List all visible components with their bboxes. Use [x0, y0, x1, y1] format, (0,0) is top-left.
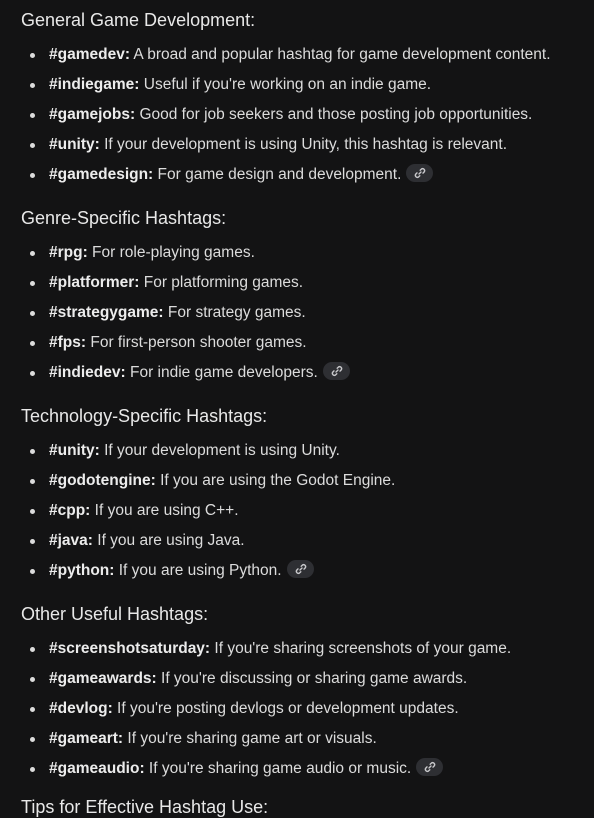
hashtag: #gamedev:	[49, 46, 130, 63]
section-genre-specific	[21, 207, 350, 388]
list-item	[21, 664, 511, 694]
link-icon	[414, 167, 426, 179]
hashtag: #fps:	[49, 334, 87, 351]
list-item	[21, 634, 511, 664]
source-link-chip[interactable]	[323, 362, 350, 380]
hashtag: #platformer:	[49, 274, 140, 291]
hashtag: #gameart:	[49, 730, 124, 747]
list-item	[21, 466, 395, 496]
hashtag: #python:	[49, 562, 115, 579]
source-link-chip[interactable]	[406, 164, 433, 182]
hashtag: #devlog:	[49, 700, 113, 717]
hashtag-description: If you are using the Godot Engine.	[155, 472, 396, 489]
section-heading: Other Useful Hashtags:	[21, 604, 209, 624]
hashtag-list	[21, 40, 551, 190]
link-icon	[331, 365, 343, 377]
hashtag: #strategygame:	[49, 304, 164, 321]
hashtag-description: Useful if you're working on an indie game.	[139, 76, 432, 93]
hashtag-description: Good for job seekers and those posting job opportunities.	[135, 106, 533, 123]
hashtag: #rpg:	[49, 244, 88, 261]
hashtag-list	[21, 634, 511, 784]
hashtag: #indiegame:	[49, 76, 140, 93]
list-item	[21, 724, 511, 754]
link-icon	[295, 563, 307, 575]
list-item	[21, 100, 551, 130]
hashtag-description: If your development is using Unity.	[99, 442, 340, 459]
hashtag-description: For platforming games.	[139, 274, 304, 291]
hashtag-description: For game design and development.	[153, 166, 402, 183]
section-heading: Technology-Specific Hashtags:	[21, 406, 268, 426]
hashtag-description: For indie game developers.	[125, 364, 318, 381]
hashtag-description: If your development is using Unity, this hashtag is relevant.	[99, 136, 508, 153]
hashtag-list	[21, 238, 350, 388]
hashtag-description: If you are using Python.	[114, 562, 282, 579]
hashtag-description: A broad and popular hashtag for game development content.	[129, 46, 551, 63]
section-heading: Tips for Effective Hashtag Use:	[21, 797, 269, 817]
list-item	[21, 496, 395, 526]
hashtag-description: For first-person shooter games.	[86, 334, 307, 351]
list-item	[21, 238, 350, 268]
hashtag-description: For strategy games.	[163, 304, 306, 321]
hashtag: #cpp:	[49, 502, 91, 519]
hashtag: #unity:	[49, 442, 100, 459]
list-item	[21, 40, 551, 70]
list-item	[21, 556, 395, 586]
list-item	[21, 130, 551, 160]
hashtag: #unity:	[49, 136, 100, 153]
list-item	[21, 526, 395, 556]
list-item	[21, 70, 551, 100]
section-general-game-development	[21, 9, 551, 190]
hashtag: #gamedesign:	[49, 166, 154, 183]
list-item	[21, 358, 350, 388]
list-item	[21, 268, 350, 298]
hashtag: #screenshotsaturday:	[49, 640, 211, 657]
hashtag-description: If you are using Java.	[92, 532, 245, 549]
source-link-chip[interactable]	[287, 560, 314, 578]
hashtag-description: If you're posting devlogs or development updates.	[112, 700, 459, 717]
list-item	[21, 754, 511, 784]
list-item	[21, 694, 511, 724]
hashtag: #gameawards:	[49, 670, 157, 687]
section-heading: Genre-Specific Hashtags:	[21, 208, 227, 228]
hashtag-description: If you are using C++.	[90, 502, 239, 519]
hashtag: #gamejobs:	[49, 106, 136, 123]
hashtag-description: For role-playing games.	[87, 244, 255, 261]
hashtag: #godotengine:	[49, 472, 156, 489]
list-item	[21, 298, 350, 328]
section-heading: General Game Development:	[21, 10, 256, 30]
hashtag-description: If you're discussing or sharing game awards.	[156, 670, 468, 687]
section-other-useful	[21, 603, 511, 784]
link-icon	[424, 761, 436, 773]
hashtag: #java:	[49, 532, 93, 549]
hashtag-description: If you're sharing game art or visuals.	[123, 730, 377, 747]
hashtag-description: If you're sharing game audio or music.	[144, 760, 412, 777]
hashtag: #indiedev:	[49, 364, 126, 381]
list-item	[21, 160, 551, 190]
source-link-chip[interactable]	[416, 758, 443, 776]
list-item	[21, 328, 350, 358]
section-technology-specific	[21, 405, 395, 586]
section-tips-partial	[21, 796, 268, 818]
list-item	[21, 436, 395, 466]
hashtag-description: If you're sharing screenshots of your game.	[210, 640, 512, 657]
hashtag: #gameaudio:	[49, 760, 145, 777]
hashtag-list	[21, 436, 395, 586]
